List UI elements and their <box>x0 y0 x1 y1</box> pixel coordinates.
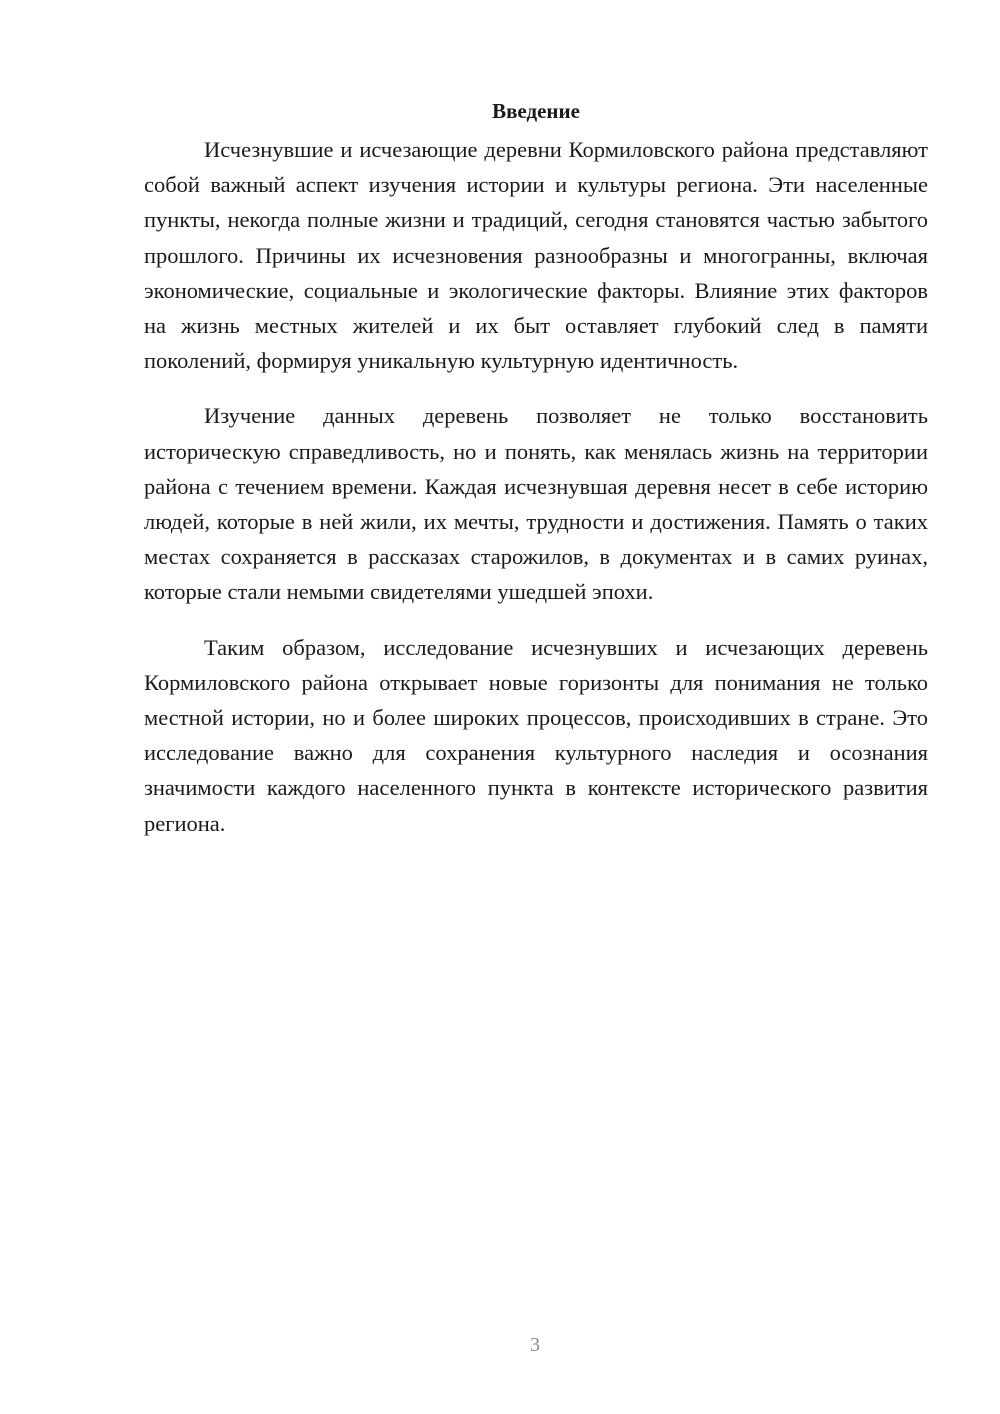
paragraph-2: Изучение данных деревень позволяет не только восстановить историческую справедливость, но и понять, как менялась жизнь на территории района с течением времени. Каждая исчезнувшая деревня несет в себе историю людей, которые в ней жили, их мечты, трудности и достижения. Память о таких местах сохраняется в рассказах старожилов, в документах и в самих руинах, которые стали немыми свидетелями ушедшей эпохи. <box>144 403 928 605</box>
paragraph-3: Таким образом, исследование исчезнувших и исчезающих деревень Кормиловского района открывает новые горизонты для понимания не только местной истории, но и более широких процессов, происходивших в стране. Это исследование важно для сохранения культурного наследия и осознания значимости каждого населенного пункта в контексте исторического развития региона. <box>144 634 928 836</box>
page-number: 3 <box>530 1334 540 1356</box>
document-page <box>144 96 928 861</box>
section-heading: Введение <box>492 99 580 123</box>
paragraph-1: Исчезнувшие и исчезающие деревни Кормиловского района представляют собой важный аспект изучения истории и культуры региона. Эти населенные пункты, некогда полные жизни и традиций, сегодня становятся частью забытого прошлого. Причины их исчезновения разнообразны и многогранны, включая экономические, социальные и экологические факторы. Влияние этих факторов на жизнь местных жителей и их быт оставляет глубокий след в памяти поколений, формируя уникальную культурную идентичность. <box>144 137 928 374</box>
